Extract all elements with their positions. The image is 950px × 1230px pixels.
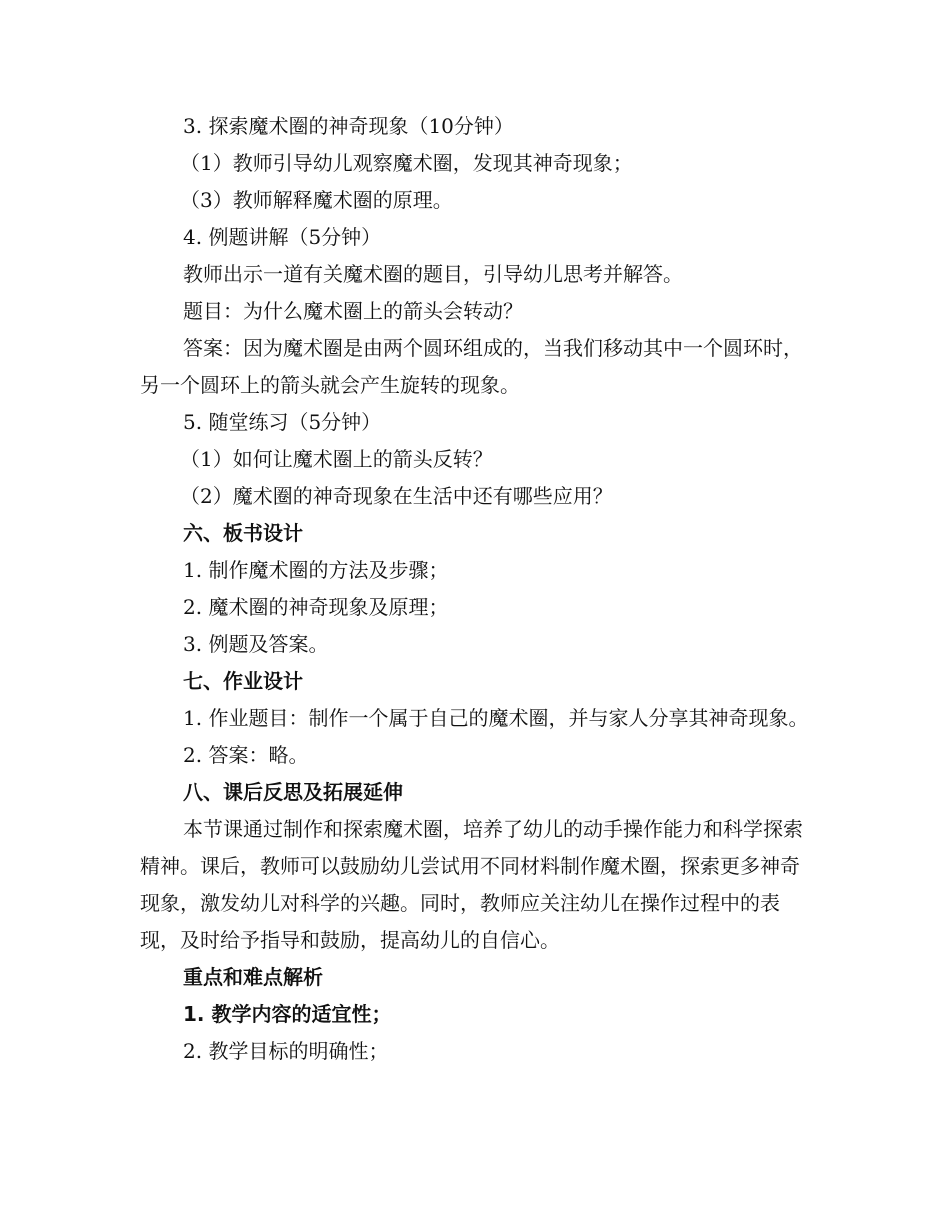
- board-item-1: 1. 制作魔术圈的方法及步骤；: [183, 558, 449, 582]
- step-3-item-1: （1）教师引导幼儿观察魔术圈，发现其神奇现象；: [180, 151, 633, 175]
- step-4-heading: 4. 例题讲解（5分钟）: [183, 225, 382, 249]
- document-page: [140, 108, 810, 1070]
- section-8-heading: 八、课后反思及拓展延伸: [183, 780, 403, 804]
- homework-item-2: 2. 答案：略。: [183, 743, 309, 767]
- step-3-heading: 3. 探索魔术圈的神奇现象（10分钟）: [183, 114, 514, 138]
- board-item-3: 3. 例题及答案。: [183, 632, 329, 656]
- step-4-intro: 教师出示一道有关魔术圈的题目，引导幼儿思考并解答。: [183, 262, 683, 286]
- step-5-heading: 5. 随堂练习（5分钟）: [183, 410, 382, 434]
- key-point-1: 1. 教学内容的适宜性；: [183, 1002, 392, 1026]
- practice-item-2: （2）魔术圈的神奇现象在生活中还有哪些应用？: [180, 484, 613, 508]
- section-7-heading: 七、作业设计: [183, 669, 303, 693]
- example-answer: 答案：因为魔术圈是由两个圆环组成的，当我们移动其中一个圆环时，另一个圆环上的箭头就会产生旋转的现象。: [140, 336, 803, 397]
- reflection-paragraph: 本节课通过制作和探索魔术圈，培养了幼儿的动手操作能力和科学探索精神。课后，教师可以鼓励幼儿尝试用不同材料制作魔术圈，探索更多神奇现象，激发幼儿对科学的兴趣。同时，教师应关注幼儿在操作过程中的表现，及时给予指导和鼓励，提高幼儿的自信心。: [140, 817, 803, 952]
- practice-item-1: （1）如何让魔术圈上的箭头反转？: [180, 447, 493, 471]
- key-points-heading: 重点和难点解析: [183, 965, 323, 989]
- step-3-item-3: （3）教师解释魔术圈的原理。: [180, 188, 453, 212]
- key-point-2: 2. 教学目标的明确性；: [183, 1039, 389, 1063]
- homework-item-1: 1. 作业题目：制作一个属于自己的魔术圈，并与家人分享其神奇现象。: [183, 706, 809, 730]
- example-question: 题目：为什么魔术圈上的箭头会转动？: [183, 299, 523, 323]
- section-6-heading: 六、板书设计: [183, 521, 303, 545]
- board-item-2: 2. 魔术圈的神奇现象及原理；: [183, 595, 449, 619]
